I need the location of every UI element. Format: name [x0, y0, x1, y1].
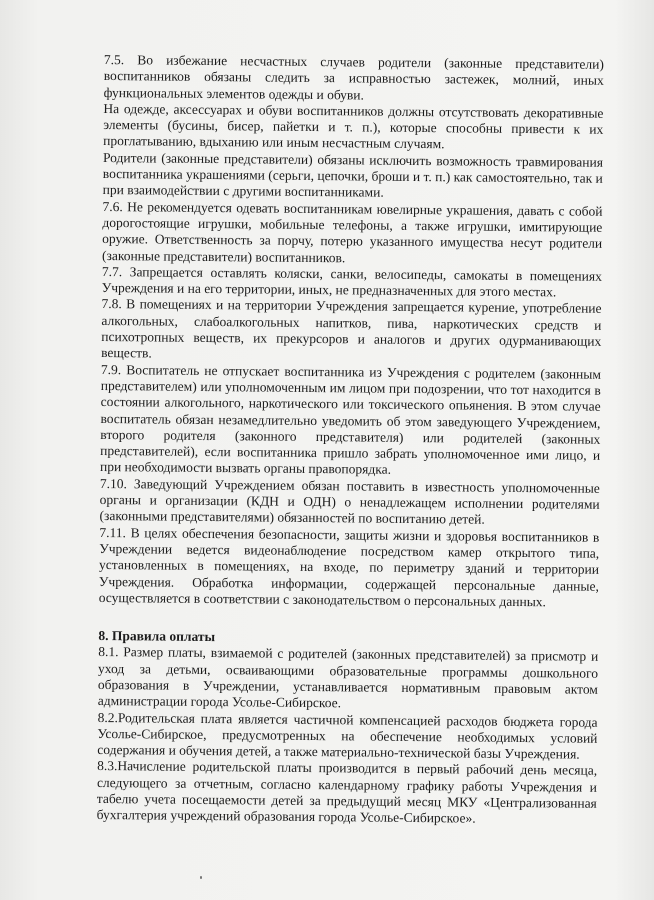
section-8-heading: 8. Правила оплаты	[98, 628, 216, 645]
paragraph-7-11: 7.11. В целях обеспечения безопасности, защиты жизни и здоровья воспитанников в Учреждении ведется видеонаблюдение посредством камер открытого типа, установленных в помещениях, на входе, по периметру зданий и территории Учреждения. Обработка информации, содержащей персональные данные, осуществляется в соответствии с законодательством о персональных данных.	[98, 524, 600, 610]
paragraph-7-8: 7.8. В помещениях и на территории Учреждения запрещается курение, употребление алкогольных, слабоалкогольных напитков, пива, наркотических средств и психотропных веществ, их прекурсоров и аналогов и других одурманивающих веществ.	[101, 296, 602, 361]
paragraph-7-6: 7.6. Не рекомендуется одевать воспитанникам ювелирные украшения, давать с собой дорогостоящие игрушки, мобильные телефоны, а также игрушки, имитирующие оружие. Ответственность за порчу, потерю указанного имущества несут родители (законные представители) воспитанников.	[101, 198, 603, 265]
document-body	[97, 52, 604, 828]
paragraph-7-5: 7.5. Во избежание несчастных случаев родители (законные представители) воспитанников обязаны следить за исправностью застежек, молний, иных функциональных элементов одежды и обуви.	[103, 52, 604, 103]
paragraph-jewelry-injury: Родители (законные представители) обязаны исключить возможность травмирования воспитанника украшениями (серьги, цепочки, броши и т. п.) как самостоятельно, так и при взаимодействии с другими воспитанниками.	[102, 149, 604, 201]
scan-speck	[200, 876, 202, 879]
paragraph-8-2: 8.2.Родительская плата является частичной компенсацией расходов бюджета города Усолье-Сибирское, предусмотренных на обеспечение необходимых условий содержания и обучения детей, а также материально-технической базы Учреждения.	[97, 709, 598, 762]
paragraph-7-9: 7.9. Воспитатель не отпускает воспитанника из Учреждения с родителем (законным представителем) или уполномоченным им лицом при подозрении, что тот находится в состоянии алкогольного, наркотического или токсического опьянения. В этом случае воспитатель обязан незамедлительно уведомить об этом заведующего Учреждением, второго родителя (законного представителя) или родителей (законных представителей), если воспитанника пришло забрать уполномоченное ими лицо, и при необходимости вызвать органы правопорядка.	[99, 361, 602, 478]
paragraph-7-7: 7.7. Запрещается оставлять коляски, санки, велосипеды, самокаты в помещениях Учреждения и на его территории, иных, не предназначенных для этого местах.	[101, 263, 602, 300]
paragraph-decorative-elements: На одежде, аксессуарах и обуви воспитанников должны отсутствовать декоративные элементы (бусины, бисер, пайетки и т. п.), которые способны привести к их проглатыванию, вдыханию или иным несчастным случаям.	[103, 100, 604, 152]
paragraph-7-10: 7.10. Заведующий Учреждением обязан поставить в известность уполномоченные органы и организации (КДН и ОДН) о ненадлежащем исполнении родителями (законными представителями) обязанностей по воспитанию детей.	[99, 475, 600, 527]
paragraph-8-1: 8.1. Размер платы, взимаемой с родителей (законных представителей) за присмотр и уход за детьми, осваивающими образовательные программы дошкольного образования в Учреждении, устанавливается нормативным правовым актом администрации города Усолье-Сибирское.	[97, 644, 599, 711]
paragraph-8-3: 8.3.Начисление родительской платы производится в первый рабочий день месяца, следующего за отчетным, согласно календарному графику работы Учреждения и табелю учета посещаемости детей за предыдущий месяц МКУ «Централизованная бухгалтерия учреждений образования города Усолье-Сибирское».	[96, 758, 598, 826]
